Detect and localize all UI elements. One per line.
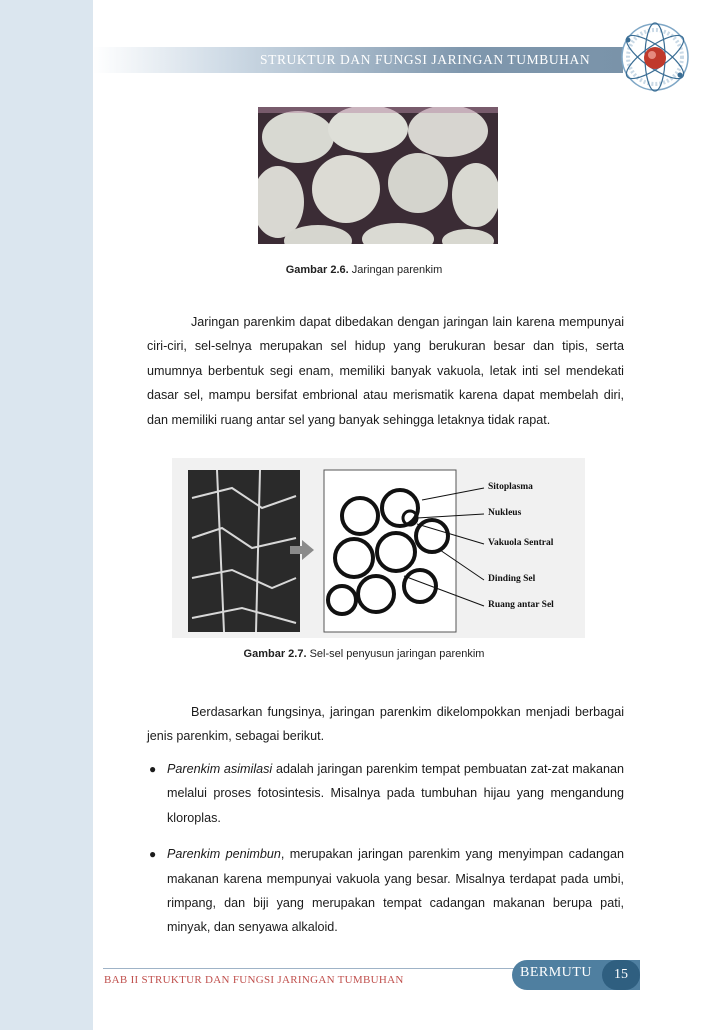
diagram-label-ruang-antar-sel: Ruang antar Sel xyxy=(488,600,554,610)
bullet-icon: ● xyxy=(149,762,157,776)
figure-2-7-caption: Gambar 2.7. Sel-sel penyusun jaringan parenkim xyxy=(243,648,485,660)
parenchyma-types-list xyxy=(147,757,624,940)
footer-brand: BERMUTU xyxy=(520,965,592,980)
parenchyma-diagram xyxy=(172,458,585,638)
diagram-label-dinding-sel: Dinding Sel xyxy=(488,574,536,584)
figure-2-6-caption: Gambar 2.6. Jaringan parenkim xyxy=(285,264,443,276)
paragraph-parenchyma-types-intro: Berdasarkan fungsinya, jaringan parenkim dikelompokkan menjadi berbagai jenis parenkim, sebagai berikut. xyxy=(147,705,624,744)
footer-chapter-title: BAB II STRUKTUR DAN FUNGSI JARINGAN TUMBUHAN xyxy=(104,974,404,986)
parenchyma-micrograph-image xyxy=(258,107,498,244)
list-item: ● Parenkim asimilasi adalah jaringan parenkim tempat pembuatan zat-zat makanan melalui proses fotosintesis. Misalnya pada tumbuhan hijau yang mengandung kloroplas. xyxy=(147,757,624,830)
footer-rule xyxy=(103,968,518,969)
diagram-label-vakuola-sentral: Vakuola Sentral xyxy=(488,538,554,548)
atom-logo-icon xyxy=(618,20,692,94)
header-title: STRUKTUR DAN FUNGSI JARINGAN TUMBUHAN xyxy=(260,52,591,67)
page-number: 15 xyxy=(602,960,640,990)
diagram-label-sitoplasma: Sitoplasma xyxy=(488,482,533,492)
left-margin-band xyxy=(0,0,93,1030)
list-item: ● Parenkim penimbun, merupakan jaringan parenkim yang menyimpan cadangan makanan karena mempunyai vakuola yang besar. Misalnya terdapat pada umbi, rimpang, dan biji yang merupakan tempat cadangan makanan berupa pati, minyak, dan senyawa alkaloid. xyxy=(147,842,624,940)
diagram-label-nukleus: Nukleus xyxy=(488,508,522,518)
paragraph-parenchyma-characteristics: Jaringan parenkim dapat dibedakan dengan jaringan lain karena mempunyai ciri-ciri, sel-selnya merupakan sel hidup yang berukuran besar dan tipis, serta umumnya berbentuk segi enam, memiliki banyak vakuola, letak inti sel mendekati dasar sel, mampu bersifat embrional atau merismatik karena dapat membelah diri, dan memiliki ruang antar sel yang banyak sehingga letaknya tidak rapat. xyxy=(147,315,624,427)
bullet-icon: ● xyxy=(149,847,157,862)
